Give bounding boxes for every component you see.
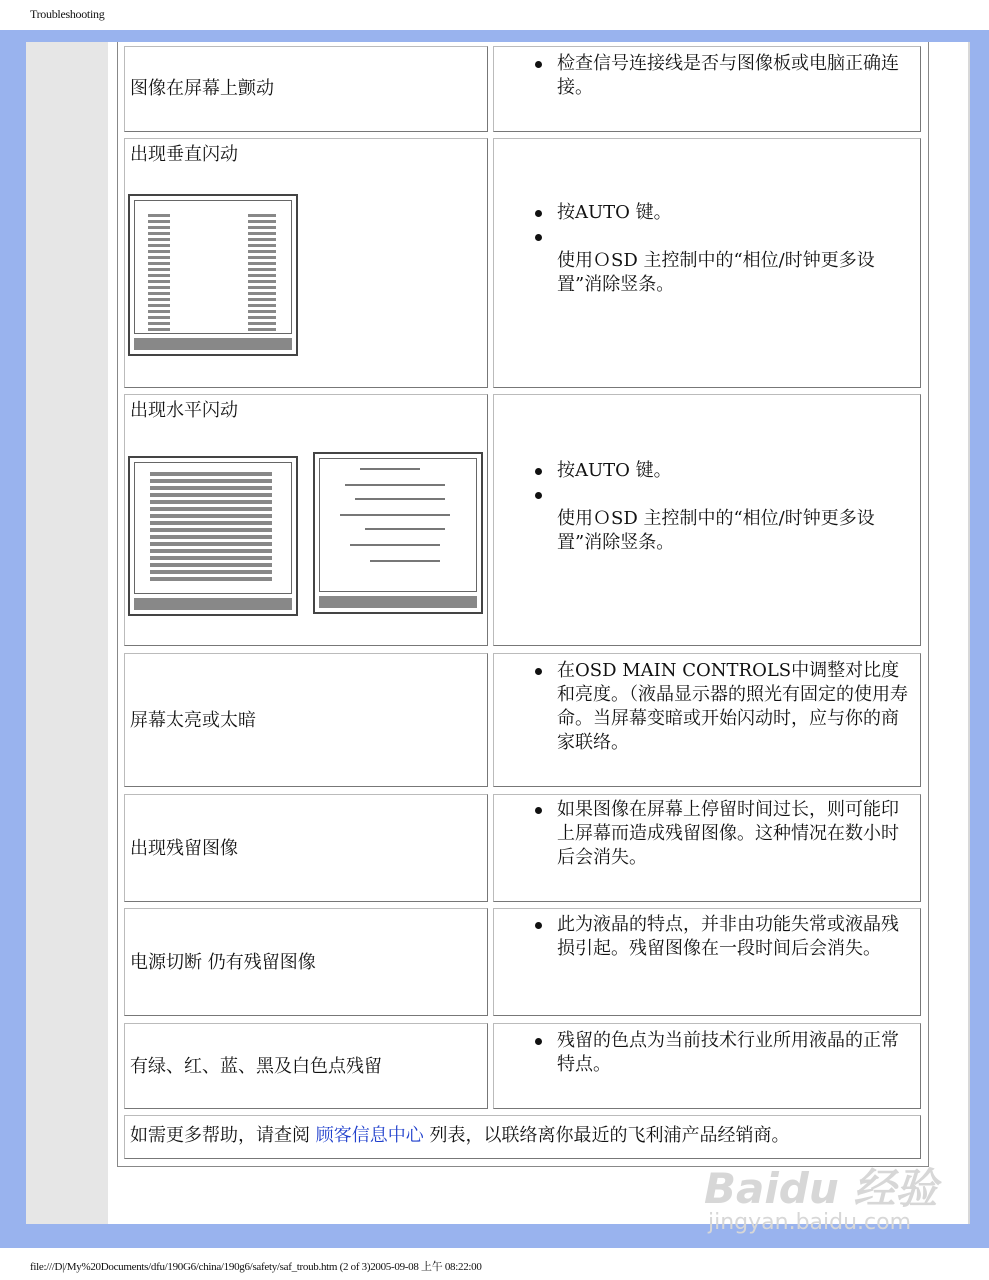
solution-item: 残留的色点为当前技术行业所用液晶的正常特点。 xyxy=(533,1029,903,1077)
browser-footer xyxy=(0,1248,989,1280)
browser-header xyxy=(0,0,989,30)
solution-item xyxy=(533,483,913,507)
help-suffix: 列表，以联络离你最近的飞利浦产品经销商。 xyxy=(423,1125,790,1146)
solution-item-continued: 使用ＯSD 主控制中的“相位/时钟更多设置”消除竖条。 xyxy=(557,508,875,553)
horizontal-flicker-illustration-right xyxy=(313,452,483,614)
problem-text-6: 电源切断 仍有残留图像 xyxy=(130,952,316,973)
solution-list-7 xyxy=(533,1029,903,1077)
help-prefix: 如需更多帮助，请查阅 xyxy=(130,1125,316,1146)
footer-url: file:///D|/My%20Documents/dfu/190G6/china/190g6/safety/saf_troub.htm (2 of 3)2005-09-08 上午 08:22:00 xyxy=(30,1261,482,1273)
solution-item: 此为液晶的特点，并非由功能失常或液晶残损引起。残留图像在一段时间后会消失。 xyxy=(533,913,903,961)
problem-text-3: 出现水平闪动 xyxy=(130,400,238,421)
watermark-site: jingyan.baidu.com xyxy=(708,1210,912,1235)
watermark-brand: Baidu 经验 xyxy=(704,1164,938,1213)
baidu-watermark xyxy=(700,1150,940,1240)
customer-info-center-link[interactable]: 顾客信息中心 xyxy=(315,1125,424,1146)
page-header-title: Troubleshooting xyxy=(30,7,105,21)
problem-text-7: 有绿、红、蓝、黑及白色点残留 xyxy=(130,1056,382,1077)
solution-list-5 xyxy=(533,798,903,870)
horizontal-flicker-illustration-left xyxy=(128,456,298,616)
solution-item: 如果图像在屏幕上停留时间过长，则可能印上屏幕而造成残留图像。这种情况在数小时后会消失。 xyxy=(533,798,903,870)
solution-item: 按AUTO 键。 xyxy=(533,201,913,225)
problem-text-2: 出现垂直闪动 xyxy=(130,144,238,165)
solution-list-1 xyxy=(533,52,903,100)
solution-list-6 xyxy=(533,913,903,961)
solution-list-3 xyxy=(533,459,913,555)
solution-item: 在OSD MAIN CONTROLS中调整对比度和亮度。（液晶显示器的照光有固定的使用寿命。当屏幕变暗或开始闪动时，应与你的商家联络。 xyxy=(533,659,913,755)
solution-list-2 xyxy=(533,201,913,297)
solution-item: 按AUTO 键。 xyxy=(533,459,913,483)
problem-text-4: 屏幕太亮或太暗 xyxy=(130,710,256,731)
solution-item xyxy=(533,225,913,249)
solution-item-continued: 使用ＯSD 主控制中的“相位/时钟更多设置”消除竖条。 xyxy=(557,250,875,295)
vertical-flicker-illustration xyxy=(128,194,298,356)
solution-list-4 xyxy=(533,659,913,755)
help-text xyxy=(130,1125,789,1147)
problem-text-1: 图像在屏幕上颤动 xyxy=(130,78,274,99)
problem-text-5: 出现残留图像 xyxy=(130,838,238,859)
solution-item: 检查信号连接线是否与图像板或电脑正确连接。 xyxy=(533,52,903,100)
